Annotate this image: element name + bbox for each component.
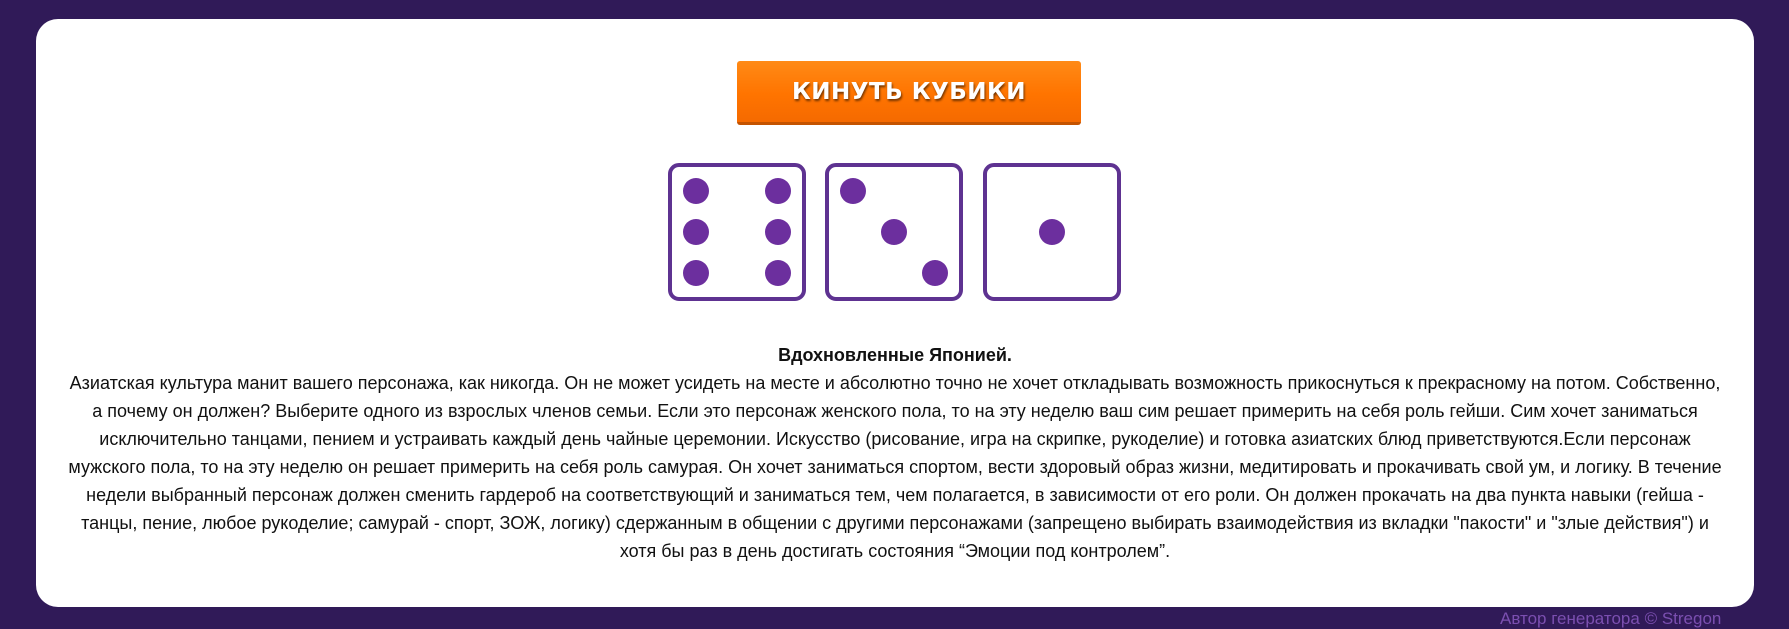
challenge-description: [66, 341, 1724, 565]
die-three: [825, 163, 963, 301]
author-watermark: Автор генератора © Stregon: [1500, 609, 1722, 628]
die-pip: [683, 178, 709, 204]
die-six: [668, 163, 806, 301]
die-pip: [922, 260, 948, 286]
dice-row: [668, 163, 1164, 301]
die-pip: [765, 260, 791, 286]
die-one: [983, 163, 1121, 301]
die-pip: [881, 219, 907, 245]
die-pip: [765, 219, 791, 245]
die-pip: [683, 219, 709, 245]
die-face: [983, 163, 1121, 301]
challenge-body: Азиатская культура манит вашего персонажа, как никогда. Он не может усидеть на месте и абсолютно точно не хочет откладывать возможность прикоснуться к прекрасному на потом. Собственно, а почему он должен? Выберите одного из взрослых членов семьи. Если это персонаж женского пола, то на эту неделю ваш сим решает примерить на себя роль гейши. Сим хочет заниматься исключительно танцами, пением и устраивать каждый день чайные церемонии. Искусство (рисование, игра на скрипке, рукоделие) и готовка азиатских блюд приветствуются.Если персонаж мужского пола, то на эту неделю он решает примерить на себя роль самурая. Он хочет заниматься спортом, вести здоровый образ жизни, медитировать и прокачивать свой ум, и логику. В течение недели выбранный персонаж должен сменить гардероб на соответствующий и заниматься тем, чем полагается, в зависимости от его роли. Он должен прокачать на два пункта навыки (гейша - танцы, пение, любое рукоделие; самурай - спорт, ЗОЖ, логику) сдержанным в общении с другими персонажами (запрещено выбирать взаимодействия из вкладки "пакости" и "злые действия") и хотя бы раз в день достигать состояния “Эмоции под контролем”.: [68, 373, 1722, 561]
die-pip: [1039, 219, 1065, 245]
die-pip: [840, 178, 866, 204]
roll-dice-button[interactable]: КИНУТЬ КУБИКИ: [737, 61, 1081, 125]
die-pip: [765, 178, 791, 204]
challenge-heading: Вдохновленные Японией.: [778, 345, 1012, 365]
die-face: [825, 163, 963, 301]
challenge-card: [36, 19, 1754, 607]
die-face: [668, 163, 806, 301]
die-pip: [683, 260, 709, 286]
